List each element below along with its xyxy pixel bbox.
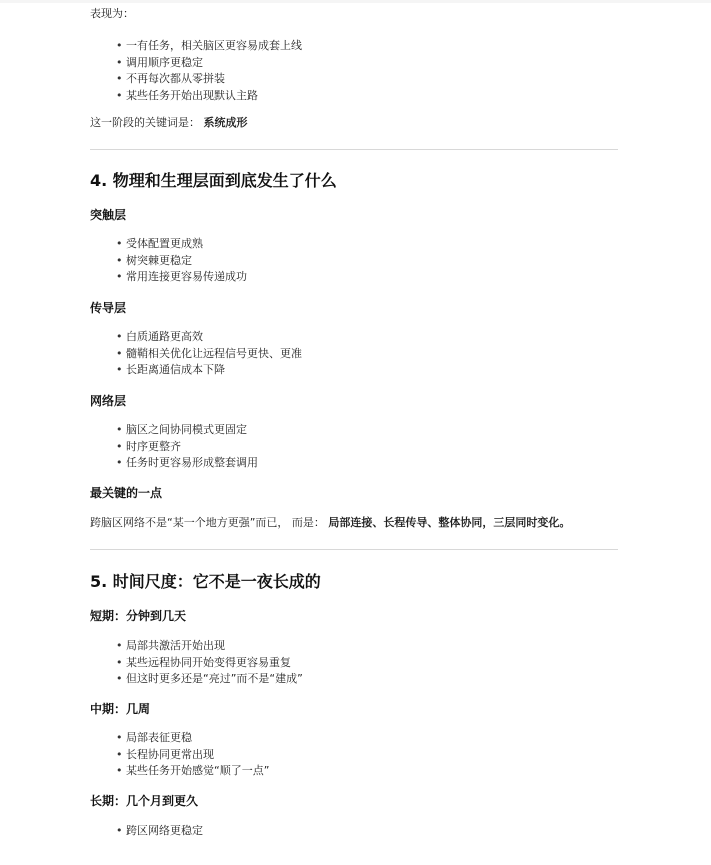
- bullet-icon: •: [116, 88, 123, 102]
- bullet-icon: •: [116, 731, 123, 744]
- bullet-icon: •: [116, 456, 123, 469]
- list-item: • 脑区之间协同模式更固定: [116, 423, 247, 436]
- keyword-line: [90, 116, 248, 130]
- list-item: • 不再每次都从零拼装: [116, 72, 225, 85]
- list-item: • 某些任务开始出现默认主路: [116, 88, 258, 102]
- long-term-heading: 长期：几个月到更久: [90, 794, 199, 808]
- list-item: • 任务时更容易形成整套调用: [116, 456, 258, 469]
- list-item: • 长程协同更常出现: [116, 747, 214, 761]
- key-point-line: [90, 516, 570, 530]
- bullet-icon: •: [116, 423, 123, 436]
- list-item: • 受体配置更成熟: [116, 237, 203, 250]
- section-4-title: 4. 物理和生理层面到底发生了什么: [90, 171, 337, 190]
- network-heading: 网络层: [90, 394, 127, 408]
- section-divider: [90, 149, 618, 150]
- list-item: • 某些任务开始感觉“顺了一点”: [116, 764, 270, 777]
- bullet-icon: •: [116, 72, 123, 85]
- top-edge: [0, 0, 711, 3]
- mid-term-list: [112, 730, 269, 780]
- list-item: • 树突棘更稳定: [116, 253, 192, 267]
- key-point-emphasis: 局部连接、长程传导、整体协同，三层同时变化。: [328, 516, 571, 529]
- bullet-icon: •: [116, 346, 123, 360]
- list-item: • 髓鞘相关优化让远程信号更快、更准: [116, 346, 302, 360]
- intro-label: 表现为：: [90, 7, 134, 20]
- list-item: • 白质通路更高效: [116, 330, 203, 343]
- mid-term-heading: 中期：几周: [90, 702, 151, 716]
- bullet-icon: •: [116, 39, 123, 52]
- bullet-icon: •: [116, 55, 123, 69]
- key-point-heading: 最关键的一点: [90, 486, 163, 500]
- list-item: • 一有任务，相关脑区更容易成套上线: [116, 39, 302, 52]
- list-item: • 跨区网络更稳定: [116, 824, 203, 837]
- bullet-icon: •: [116, 672, 123, 685]
- conduction-heading: 传导层: [90, 301, 127, 315]
- bullet-icon: •: [116, 639, 123, 652]
- bullet-icon: •: [116, 270, 123, 283]
- list-item: • 常用连接更容易传递成功: [116, 270, 247, 283]
- synapse-heading: 突触层: [90, 208, 127, 222]
- conduction-list: [112, 329, 302, 379]
- bullet-icon: •: [116, 330, 123, 343]
- key-point-prefix: 跨脑区网络不是“某一个地方更强”而已， 而是：: [90, 516, 325, 529]
- long-term-list: [112, 823, 203, 840]
- list-item: • 某些远程协同开始变得更容易重复: [116, 655, 291, 669]
- list-item: • 调用顺序更稳定: [116, 55, 203, 69]
- bullet-icon: •: [116, 655, 123, 669]
- bullet-icon: •: [116, 237, 123, 250]
- list-item: • 局部共激活开始出现: [116, 639, 225, 652]
- section-5-title: 5. 时间尺度：它不是一夜长成的: [90, 572, 321, 591]
- bullet-icon: •: [116, 253, 123, 267]
- synapse-list: [112, 236, 247, 286]
- bullet-icon: •: [116, 824, 123, 837]
- keyword-prefix: 这一阶段的关键词是：: [90, 116, 200, 129]
- list-item: • 时序更整齐: [116, 439, 181, 453]
- list-item: • 局部表征更稳: [116, 731, 192, 744]
- network-list: [112, 422, 258, 472]
- list-item: • 长距离通信成本下降: [116, 363, 225, 376]
- bullet-icon: •: [116, 747, 123, 761]
- bullet-icon: •: [116, 764, 123, 777]
- bullet-icon: •: [116, 363, 123, 376]
- list-item: • 但这时更多还是“亮过”而不是“建成”: [116, 672, 303, 685]
- section-divider: [90, 549, 618, 550]
- keyword-emphasis: 系统成形: [203, 116, 248, 129]
- manifestation-list: [112, 38, 302, 104]
- short-term-heading: 短期：分钟到几天: [90, 609, 187, 623]
- short-term-list: [112, 638, 303, 688]
- bullet-icon: •: [116, 439, 123, 453]
